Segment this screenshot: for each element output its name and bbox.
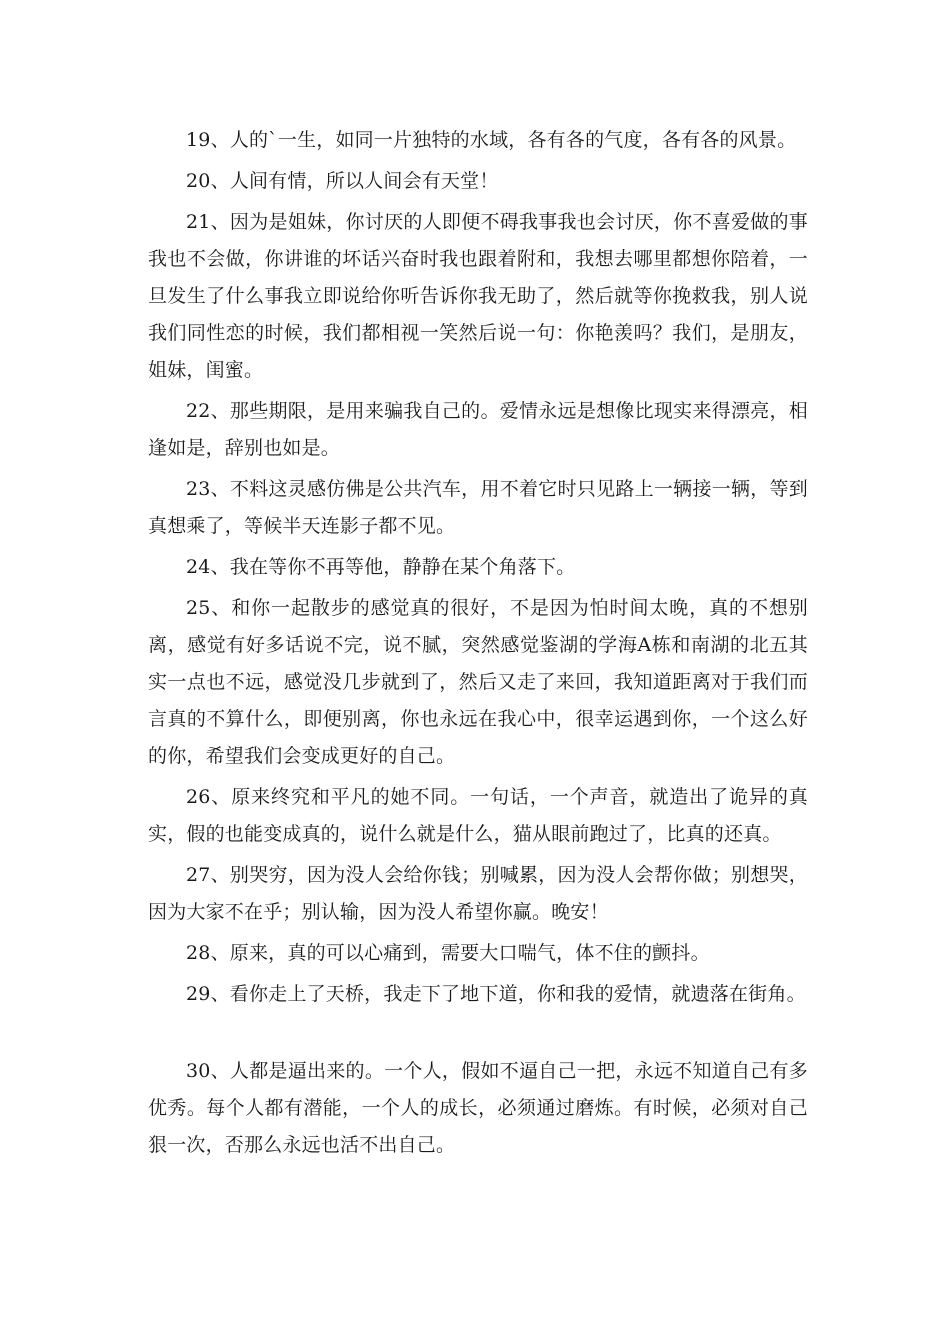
paragraph-30: 30、人都是逼出来的。一个人，假如不逼自己一把，永远不知道自己有多优秀。每个人都有潜能，一个人的成长，必须通过磨炼。有时候，必须对自己狠一次，否那么永远也活不出自己。 [148,1060,808,1156]
paragraph-23: 23、不料这灵感仿佛是公共汽车，用不着它时只见路上一辆接一辆，等到真想乘了，等候半天连影子都不见。 [148,478,808,537]
paragraph-21: 21、因为是姐妹，你讨厌的人即便不碍我事我也会讨厌，你不喜爱做的事我也不会做，你讲谁的坏话兴奋时我也跟着附和，我想去哪里都想你陪着，一旦发生了什么事我立即说给你听告诉你我无助了，然后就等你挽救我，别人说我们同性恋的时候，我们都相视一笑然后说一句：你艳羡吗？我们，是朋友，姐妹，闺蜜。 [148,211,808,381]
paragraph-27: 27、别哭穷，因为没人会给你钱；别喊累，因为没人会帮你做；别想哭，因为大家不在乎；别认输，因为没人希望你赢。晚安！ [148,864,808,923]
paragraph-24: 24、我在等你不再等他，静静在某个角落下。 [186,556,576,578]
paragraph-29: 29、看你走上了天桥，我走下了地下道，你和我的爱情，就遗落在街角。 [186,983,806,1005]
paragraph-25: 25、和你一起散步的感觉真的很好，不是因为怕时间太晚，真的不想别离，感觉有好多话说不完，说不腻，突然感觉鉴湖的学海A栋和南湖的北五其实一点也不远，感觉没几步就到了，然后又走了来回，我知道距离对于我们而言真的不算什么，即便别离，你也永远在我心中，很幸运遇到你，一个这么好的你，希望我们会变成更好的自己。 [148,597,808,767]
document-body [148,122,808,1168]
paragraph-19: 19、人的`一生，如同一片独特的水域，各有各的气度，各有各的风景。 [186,129,797,151]
paragraph-20: 20、人间有情，所以人间会有天堂！ [186,170,499,192]
paragraph-28: 28、原来，真的可以心痛到，需要大口喘气，体不住的颤抖。 [186,942,710,964]
paragraph-26: 26、原来终究和平凡的她不同。一句话，一个声音，就造出了诡异的真实，假的也能变成真的，说什么就是什么，猫从眼前跑过了，比真的还真。 [148,786,808,845]
paragraph-22: 22、那些期限，是用来骗我自己的。爱情永远是想像比现实来得漂亮，相逢如是，辞别也如是。 [148,400,808,459]
